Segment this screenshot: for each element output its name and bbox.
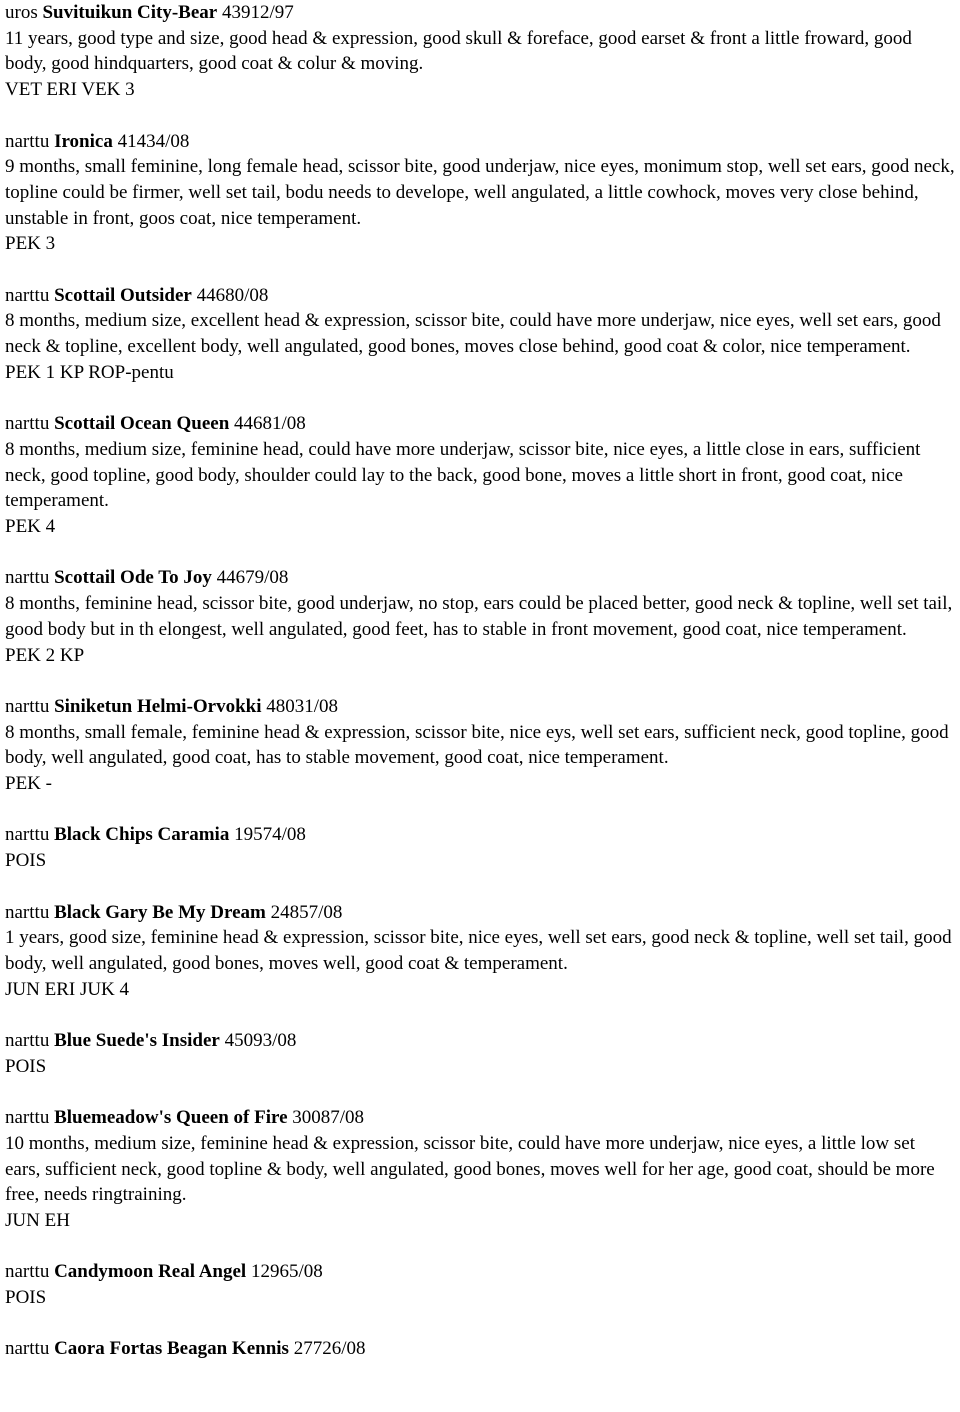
result-line: JUN ERI JUK 4 xyxy=(5,978,130,1000)
registration-number: 27726/08 xyxy=(293,1338,366,1360)
dog-sex: narttu xyxy=(5,1030,50,1051)
dog-sex: narttu xyxy=(5,284,50,306)
registration-number: 19574/08 xyxy=(234,824,306,846)
critique-text: 8 months, medium size, feminine head, could have more underjaw, scissor bite, nice eyes, a little close in ears, sufficient neck, good topline, good body, shoulder could lay to the back, good bone, moves a little short in front, good coat, nice temperament. xyxy=(5,438,921,512)
dog-name-line xyxy=(5,0,955,26)
dog-entry xyxy=(5,1259,955,1310)
dog-name: Caora Fortas Beagan Kennis xyxy=(54,1338,289,1360)
dog-entry xyxy=(5,1028,955,1079)
registration-number: 30087/08 xyxy=(292,1107,365,1129)
dog-name-line xyxy=(5,900,955,926)
registration-number: 48031/08 xyxy=(266,695,339,717)
result-line: PEK 3 xyxy=(5,233,56,255)
dog-name: Blue Suede's Insider xyxy=(54,1030,220,1051)
dog-name-line xyxy=(5,283,955,309)
registration-number: 44680/08 xyxy=(196,284,269,306)
dog-sex: narttu xyxy=(5,824,50,846)
registration-number: 24857/08 xyxy=(270,901,343,923)
result-line: PEK - xyxy=(5,773,52,795)
critique-text: 8 months, feminine head, scissor bite, good underjaw, no stop, ears could be placed better, good neck & topline, well set tail, good body but in th elongest, well angulated, good feet, has to stable in front movement, good coat, nice temperament. xyxy=(5,593,953,640)
dog-name: Scottail Ode To Joy xyxy=(54,567,212,589)
result-line: POIS xyxy=(5,850,47,872)
dog-entry xyxy=(5,565,955,668)
dog-sex: narttu xyxy=(5,695,50,717)
registration-number: 12965/08 xyxy=(250,1261,323,1283)
dog-entry xyxy=(5,129,955,258)
dog-name-line xyxy=(5,565,955,591)
dog-name: Siniketun Helmi-Orvokki xyxy=(54,695,262,717)
result-line: POIS xyxy=(5,1055,47,1077)
dog-name: Bluemeadow's Queen of Fire xyxy=(54,1107,288,1129)
registration-number: 43912/97 xyxy=(221,2,294,23)
dog-sex: narttu xyxy=(5,1261,50,1283)
dog-sex: narttu xyxy=(5,413,50,435)
result-line: PEK 1 KP ROP-pentu xyxy=(5,361,174,383)
dog-name-line xyxy=(5,1105,955,1131)
dog-name: Candymoon Real Angel xyxy=(54,1261,247,1283)
dog-name: Scottail Ocean Queen xyxy=(54,413,230,435)
dog-sex: uros xyxy=(5,2,38,23)
critique-text: 8 months, medium size, excellent head & expression, scissor bite, could have more underjaw, nice eyes, well set ears, good neck & topline, excellent body, well angulated, good bones, moves close behind, good coat & color, nice temperament. xyxy=(5,310,941,358)
dog-name-line xyxy=(5,694,955,720)
critique-text: 1 years, good size, feminine head & expression, scissor bite, nice eyes, well set ears, good neck & topline, well set tail, good body, well angulated, good bones, moves well, good coat & temperament. xyxy=(5,927,952,974)
dog-entry xyxy=(5,283,955,386)
registration-number: 44681/08 xyxy=(234,413,306,435)
dog-name: Black Chips Caramia xyxy=(54,824,230,846)
dog-name-line xyxy=(5,822,955,848)
dog-name: Ironica xyxy=(54,130,113,152)
dog-sex: narttu xyxy=(5,567,50,589)
dog-sex: narttu xyxy=(5,1338,50,1360)
critique-text: 11 years, good type and size, good head & expression, good skull & foreface, good earset & front a little froward, good body, good hindquarters, good coat & colur & moving. xyxy=(5,27,912,75)
dog-name-line xyxy=(5,1259,955,1285)
result-line: PEK 2 KP xyxy=(5,644,85,666)
dog-entry xyxy=(5,0,955,103)
dog-sex: narttu xyxy=(5,130,50,152)
critique-text: 8 months, small female, feminine head & expression, scissor bite, nice eys, well set ears, sufficient neck, good topline, good body, well angulated, good coat, has to stable movement, good coat, nice temperament. xyxy=(5,721,949,769)
dog-name-line xyxy=(5,411,955,437)
dog-sex: narttu xyxy=(5,1107,50,1129)
dog-name-line xyxy=(5,1336,955,1362)
dog-entry xyxy=(5,822,955,873)
registration-number: 41434/08 xyxy=(117,130,190,152)
dog-name-line xyxy=(5,1028,955,1054)
registration-number: 45093/08 xyxy=(224,1030,297,1051)
dog-sex: narttu xyxy=(5,901,50,923)
dog-name-line xyxy=(5,129,955,155)
result-line: PEK 4 xyxy=(5,516,56,538)
critique-text: 10 months, medium size, feminine head & expression, scissor bite, could have more underjaw, nice eyes, a little low set ears, sufficient neck, good topline & body, well angulated, good bones, moves well for her age, good coat, should be more free, needs ringtraining. xyxy=(5,1132,935,1206)
critique-text: 9 months, small feminine, long female head, scissor bite, good underjaw, nice eyes, monimum stop, well set ears, good neck, topline could be firmer, well set tail, bodu needs to develope, well angulated, a little cowhock, moves very close behind, unstable in front, goos coat, nice temperament. xyxy=(5,156,955,229)
registration-number: 44679/08 xyxy=(216,567,289,589)
result-line: POIS xyxy=(5,1287,47,1308)
dog-name: Suvituikun City-Bear xyxy=(42,2,218,23)
dog-entry xyxy=(5,900,955,1003)
dog-name: Black Gary Be My Dream xyxy=(54,901,266,923)
dog-entry xyxy=(5,1336,955,1362)
dog-entry xyxy=(5,1105,955,1234)
dog-entry xyxy=(5,694,955,797)
dog-name: Scottail Outsider xyxy=(54,284,192,306)
result-line: JUN EH xyxy=(5,1209,70,1231)
result-line: VET ERI VEK 3 xyxy=(5,79,135,101)
dog-entry xyxy=(5,411,955,540)
